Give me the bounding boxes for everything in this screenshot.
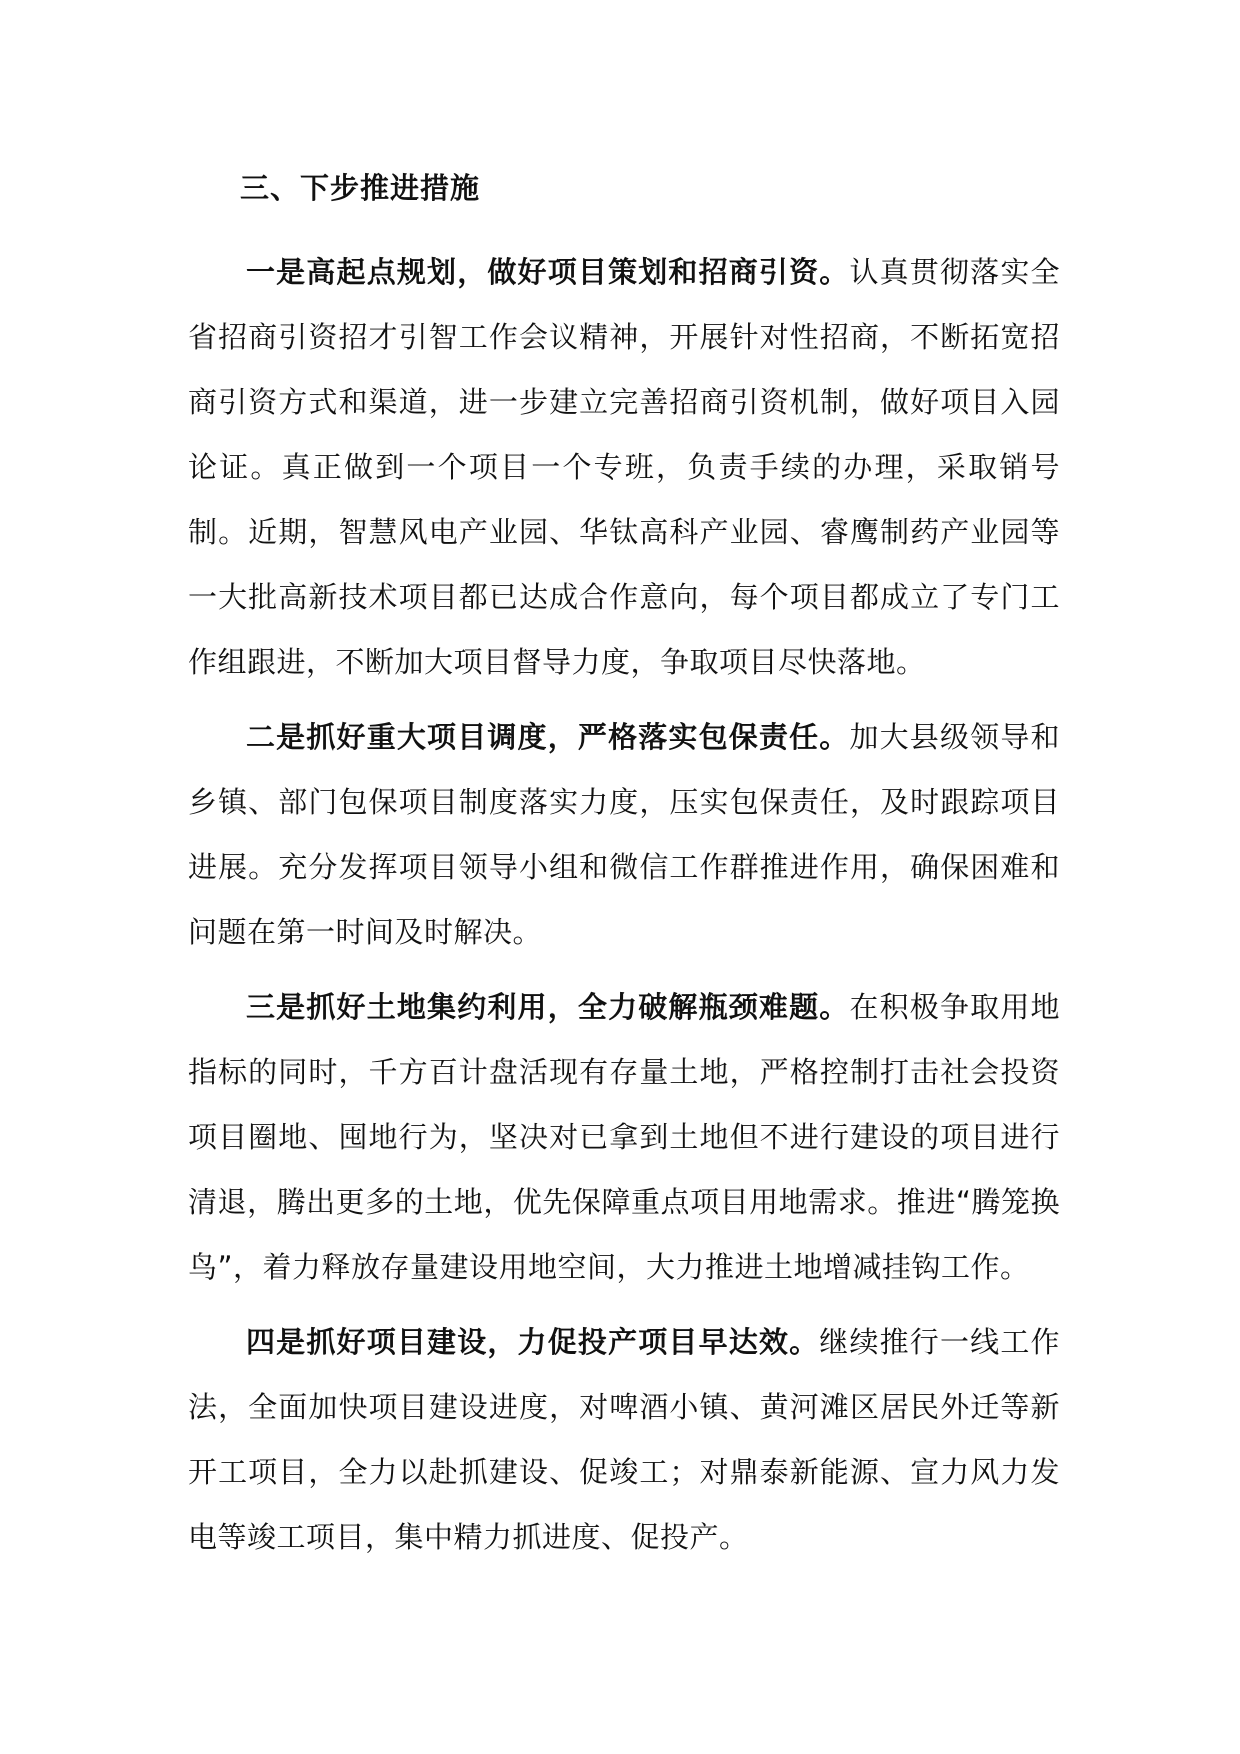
paragraph-2 [188,705,1060,965]
paragraph-4 [188,1310,1060,1570]
paragraph-1 [188,240,1060,695]
document-page [188,168,1060,1580]
paragraph-2-lead: 二是抓好重大项目调度，严格落实包保责任。 [246,720,850,754]
section-title: 三、下步推进措施 [240,171,481,205]
paragraph-3-body: 在积极争取用地指标的同时，千方百计盘活现有存量土地，严格控制打击社会投资项目圈地、囤地行为，坚决对已拿到土地但不进行建设的项目进行清退，腾出更多的土地，优先保障重点项目用地需求。推进“腾笼换鸟”，着力释放存量建设用地空间，大力推进土地增减挂钩工作。 [188,990,1060,1284]
paragraph-3 [188,975,1060,1300]
paragraph-2-body: 加大县级领导和乡镇、部门包保项目制度落实力度，压实包保责任，及时跟踪项目进展。充分发挥项目领导小组和微信工作群推进作用，确保困难和问题在第一时间及时解决。 [188,720,1060,949]
paragraph-4-body: 继续推行一线工作法，全面加快项目建设进度，对啤酒小镇、黄河滩区居民外迁等新开工项目，全力以赴抓建设、促竣工；对鼎泰新能源、宣力风力发电等竣工项目，集中精力抓进度、促投产。 [188,1325,1060,1554]
paragraph-1-body: 认真贯彻落实全省招商引资招才引智工作会议精神，开展针对性招商，不断拓宽招商引资方式和渠道，进一步建立完善招商引资机制，做好项目入园论证。真正做到一个项目一个专班，负责手续的办理，采取销号制。近期，智慧风电产业园、华钛高科产业园、睿鹰制药产业园等一大批高新技术项目都已达成合作意向，每个项目都成立了专门工作组跟进，不断加大项目督导力度，争取项目尽快落地。 [188,255,1060,679]
paragraph-3-lead: 三是抓好土地集约利用，全力破解瓶颈难题。 [246,990,850,1024]
paragraph-1-lead: 一是高起点规划，做好项目策划和招商引资。 [246,255,850,289]
paragraph-4-lead: 四是抓好项目建设，力促投产项目早达效。 [246,1325,820,1359]
